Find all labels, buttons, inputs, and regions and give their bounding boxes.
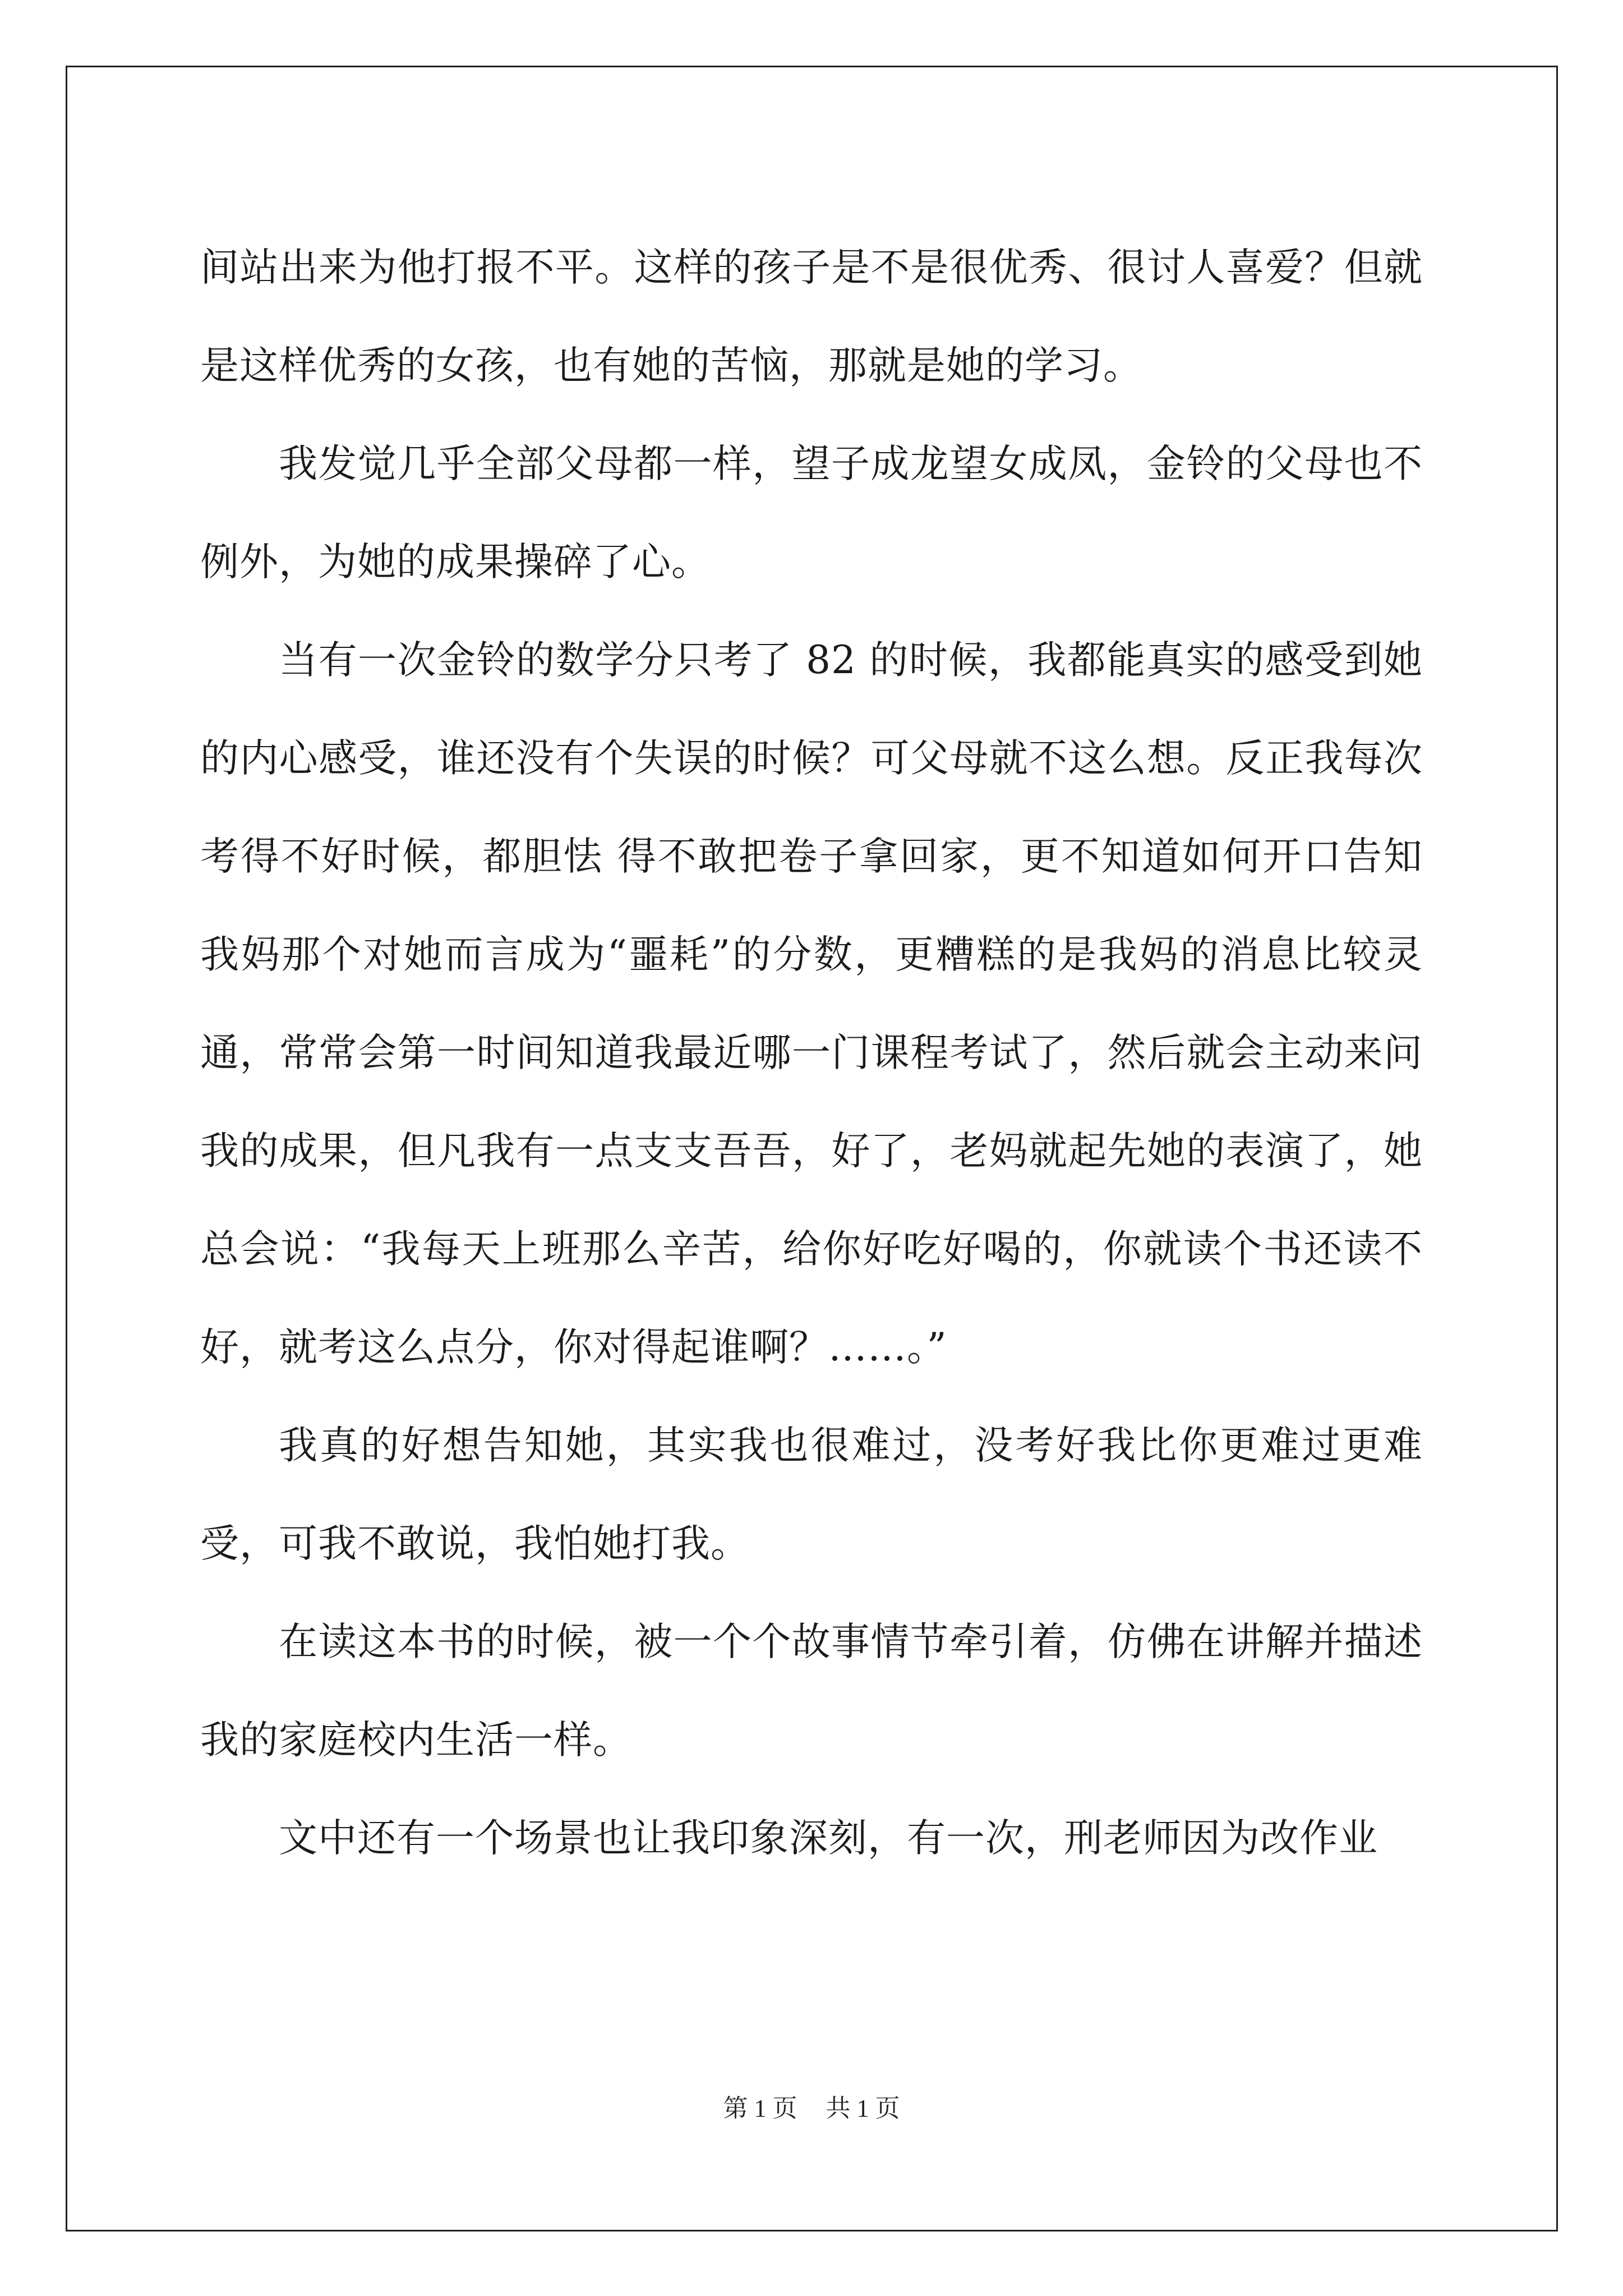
paragraph-6: 文中还有一个场景也让我印象深刻，有一次，刑老师因为改作业 — [279, 1816, 1378, 1861]
paragraph-1: 间站出来为他打报不平。这样的孩子是不是很优秀、很讨人喜爱？但就是这样优秀的女孩，也有她的苦恼，那就是她的学习。 — [200, 245, 1423, 388]
paragraph-4: 我真的好想告知她，其实我也很难过，没考好我比你更难过更难受，可我不敢说，我怕她打我。 — [200, 1423, 1423, 1566]
paragraph-2: 我发觉几乎全部父母都一样，望子成龙望女成凤，金铃的父母也不例外，为她的成果操碎了心。 — [200, 441, 1423, 585]
document-body — [200, 219, 1423, 1888]
page-number: 第 1 页 — [723, 2095, 797, 2122]
page-footer — [0, 2088, 1623, 2124]
page-total: 共 1 页 — [826, 2095, 900, 2122]
paragraph-5: 在读这本书的时候，被一个个故事情节牵引着，仿佛在讲解并描述我的家庭校内生活一样。 — [200, 1619, 1423, 1763]
paragraph-3: 当有一次金铃的数学分只考了 82 的时候，我都能真实的感受到她的内心感受，谁还没有个失误的时候？可父母就不这么想。反正我每次考得不好时候，都胆怯 得不敢把卷子拿回家，更不知道如何开口告知我妈那个对她而言成为“噩耗”的分数，更糟糕的是我妈的消息比较灵通，常常会第一时间知道我最近哪一门课程考试了，然后就会主动来问我的成果，但凡我有一点支支吾吾，好了，老妈就起先她的表演了，她总会说：“我每天上班那么辛苦，给你好吃好喝的，你就读个书还读不好，就考这么点分，你对得起谁啊？……。” — [200, 638, 1423, 1370]
